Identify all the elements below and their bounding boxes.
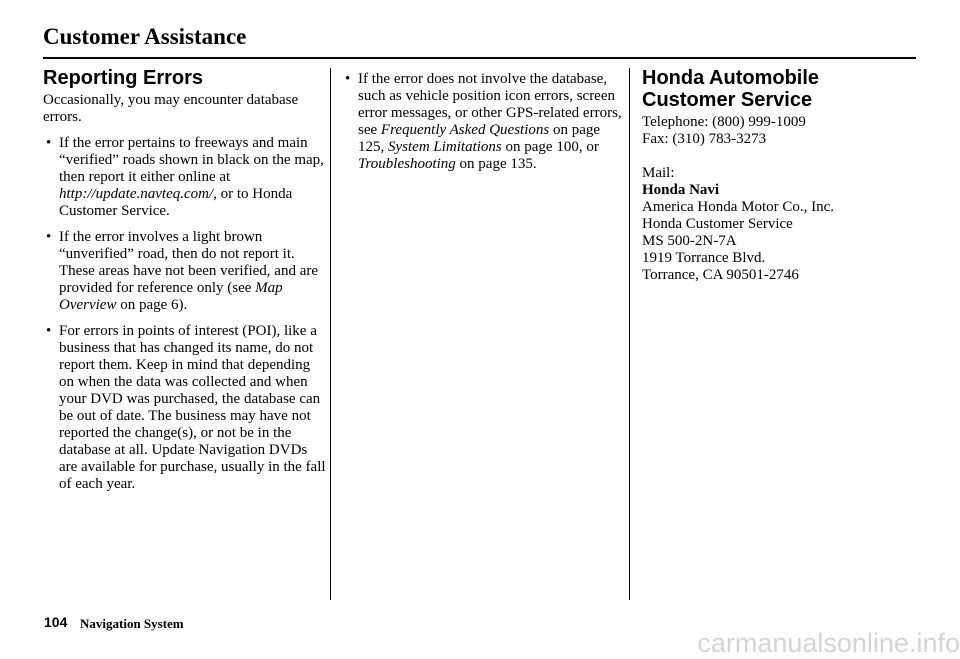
bullet-icon: • xyxy=(46,229,52,245)
telephone: Telephone: (800) 999-1009 xyxy=(642,114,806,130)
section-heading-customer-service xyxy=(642,67,922,111)
page-number: 104 xyxy=(44,614,68,630)
bullet-text-tail: on page 135. xyxy=(455,156,537,172)
address-line: America Honda Motor Co., Inc. xyxy=(642,199,835,215)
address-line: Torrance, CA 90501-2746 xyxy=(642,267,799,283)
footer-label: Navigation System xyxy=(80,616,184,631)
bullet-icon: • xyxy=(46,135,52,151)
heading-line: Customer Service xyxy=(642,89,813,111)
map-overview-reference: Map Overview xyxy=(59,280,283,313)
address-line: 1919 Torrance Blvd. xyxy=(642,250,766,266)
navteq-link[interactable]: http://update.navteq.com/ xyxy=(59,186,214,202)
section-heading-reporting-errors: Reporting Errors xyxy=(43,67,204,89)
page-title: Customer Assistance xyxy=(43,24,247,49)
bullet-text-tail: on page 6). xyxy=(116,297,188,313)
bullet-text-mid: on page 100, or xyxy=(501,139,599,155)
faq-reference: Frequently Asked Questions xyxy=(380,122,550,138)
bullet-item-unverified-roads xyxy=(43,229,328,314)
column-non-database-errors xyxy=(342,71,622,182)
bullet-item-poi-errors xyxy=(43,323,328,493)
column-reporting-errors xyxy=(43,67,328,502)
mail-label: Mail: xyxy=(642,165,675,181)
intro-paragraph: Occasionally, you may encounter database errors. xyxy=(43,92,299,125)
system-limitations-reference: System Limitations xyxy=(388,139,502,155)
watermark: carmanualsonline.info xyxy=(697,628,960,658)
bullet-text: If the error involves a light brown “unverified” road, then do not report it. These areas have not been verified, and are provided for reference only (see xyxy=(59,229,319,296)
bullet-text-mid: on page 125, xyxy=(358,122,601,155)
bullet-text: If the error does not involve the database, such as vehicle position icon errors, screen error messages, or other GPS-related errors, see xyxy=(358,71,622,138)
fax: Fax: (310) 783-3273 xyxy=(642,131,767,147)
address-line: Honda Customer Service xyxy=(642,216,793,232)
column-divider xyxy=(629,68,630,600)
title-rule xyxy=(43,57,916,59)
bullet-text: If the error pertains to freeways and main “verified” roads shown in black on the map, then report it either online at xyxy=(59,135,324,185)
address-line: MS 500-2N-7A xyxy=(642,233,737,249)
organization-name: Honda Navi xyxy=(642,182,720,198)
bullet-icon: • xyxy=(46,323,52,339)
column-customer-service xyxy=(642,67,922,284)
column-divider xyxy=(330,68,331,600)
bullet-icon: • xyxy=(345,71,351,87)
bullet-item-non-database xyxy=(342,71,622,173)
bullet-item-freeways xyxy=(43,135,328,220)
heading-line: Honda Automobile xyxy=(642,67,820,89)
bullet-text-tail: , or to Honda Customer Service. xyxy=(59,186,293,219)
troubleshooting-reference: Troubleshooting xyxy=(358,156,456,172)
bullet-text: For errors in points of interest (POI), like a business that has changed its name, do not report them. Keep in mind that depending on when the data was collected and when your DVD was purchased, the database can be out of date. The business may have not reported the change(s), or not be in the database at all. Update Navigation DVDs are available for purchase, usually in the fall of each year. xyxy=(59,323,326,492)
